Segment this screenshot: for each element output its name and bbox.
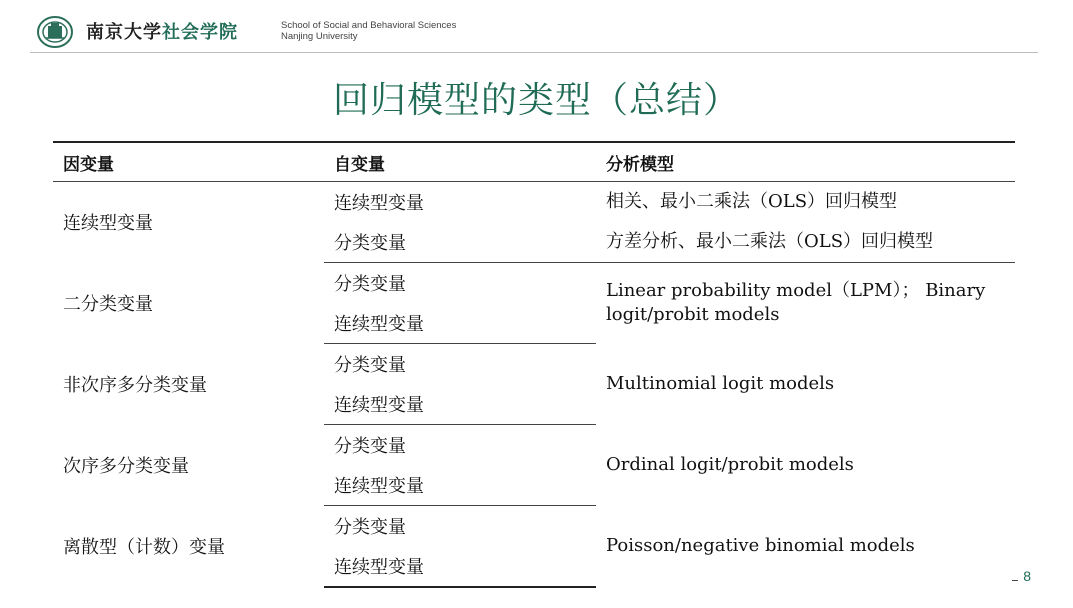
dependent-variable-cell: 连续型变量: [63, 213, 153, 235]
school-name-en: School of Social and Behavioral Sciences Nanjing University: [281, 20, 457, 42]
independent-variable-cell: 分类变量: [334, 517, 406, 538]
table-row: [53, 263, 1015, 304]
table-row: [53, 344, 1015, 385]
dependent-variable-cell: 次序多分类变量: [63, 456, 189, 477]
dependent-variable-cell: 非次序多分类变量: [63, 375, 207, 396]
table-row: [53, 506, 1015, 547]
dependent-variable-cell: 离散型（计数）变量: [63, 537, 225, 559]
independent-variable-cell: 分类变量: [334, 274, 406, 295]
table-row: [53, 425, 1015, 466]
page-number: 8: [1023, 568, 1031, 584]
model-types-table: [53, 141, 1015, 588]
dependent-variable-cell: 二分类变量: [63, 294, 153, 315]
model-cell: Ordinal logit/probit models: [606, 454, 854, 475]
independent-variable-cell: 连续型变量: [334, 193, 424, 214]
model-cell: Multinomial logit models: [606, 373, 835, 394]
table-row: [53, 182, 1015, 223]
header-divider: [30, 52, 1038, 53]
independent-variable-cell: 连续型变量: [324, 384, 596, 425]
school-name-cn: 南京大学社会学院: [86, 22, 238, 43]
independent-variable-cell: 分类变量: [334, 355, 406, 376]
model-cell: Poisson/negative binomial models: [606, 535, 915, 557]
model-cell: 方差分析、最小二乘法（OLS）回归模型: [596, 222, 1015, 263]
independent-variable-cell: 连续型变量: [324, 303, 596, 344]
independent-variable-cell: 连续型变量: [324, 546, 596, 587]
slide-header: [0, 0, 1073, 56]
column-header-model: 分析模型: [596, 142, 1015, 182]
independent-variable-cell: 连续型变量: [324, 465, 596, 506]
column-header-independent: 自变量: [324, 142, 596, 182]
slide-title: 回归模型的类型（总结）: [332, 80, 740, 121]
model-cell: Linear probability model（LPM）； Binary logit/probit models: [606, 280, 986, 326]
page-number-rule: [1012, 580, 1018, 581]
column-header-dependent: 因变量: [53, 142, 324, 182]
independent-variable-cell: 分类变量: [324, 222, 596, 263]
university-logo-icon: [36, 15, 74, 49]
model-cell: 相关、最小二乘法（OLS）回归模型: [606, 191, 898, 212]
independent-variable-cell: 分类变量: [334, 436, 406, 457]
table-header-row: [53, 142, 1015, 182]
